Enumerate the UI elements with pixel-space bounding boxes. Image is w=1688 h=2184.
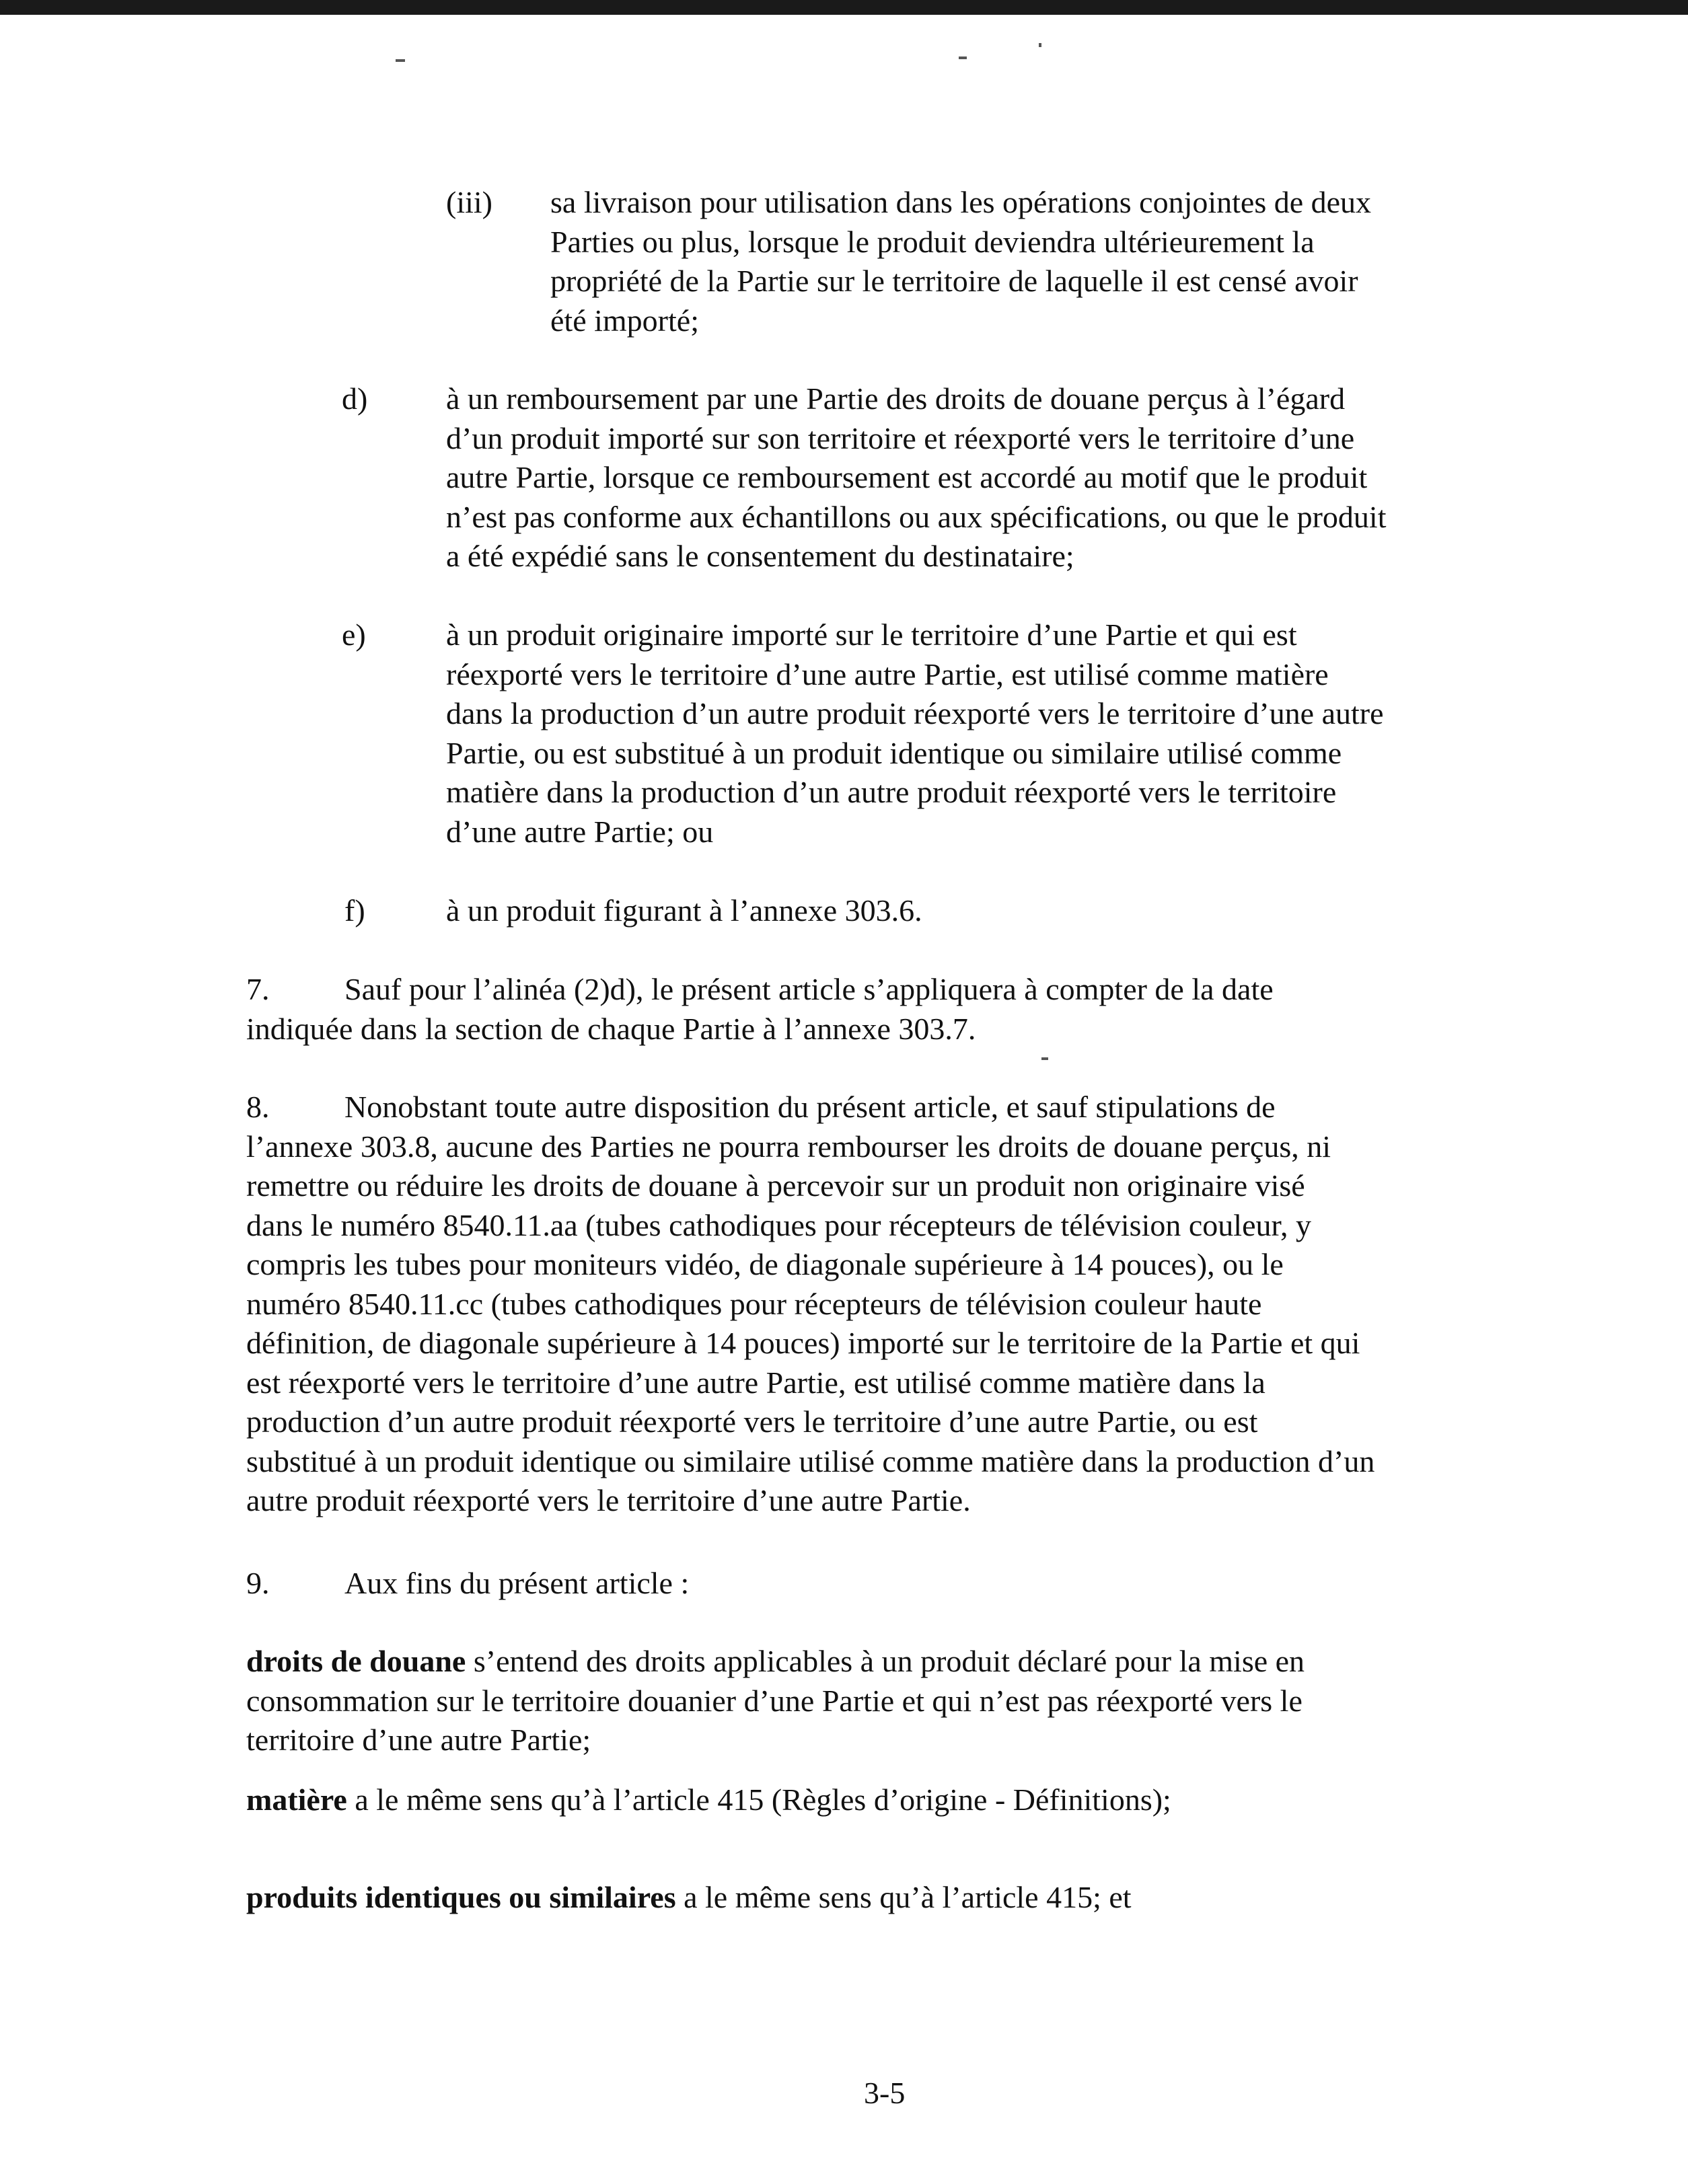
paragraph-number-9: 9. bbox=[246, 1566, 270, 1600]
item-text-iii bbox=[550, 183, 1371, 340]
scan-speck bbox=[1041, 1057, 1048, 1060]
text-line: réexporté vers le territoire d’une autre Partie, est utilisé comme matière bbox=[446, 656, 1329, 691]
item-text-f bbox=[446, 891, 922, 931]
defined-term: matière bbox=[246, 1782, 347, 1817]
text-line: est réexporté vers le territoire d’une autre Partie, est utilisé comme matière dans la bbox=[246, 1365, 1265, 1400]
text-line: remettre ou réduire les droits de douane à percevoir sur un produit non originaire visé bbox=[246, 1168, 1305, 1203]
text-line bbox=[246, 1780, 1171, 1820]
text-line: d’une autre Partie; ou bbox=[446, 814, 714, 849]
paragraph-9 bbox=[246, 1564, 689, 1604]
text-line: définition, de diagonale supérieure à 14 pouces) importé sur le territoire de la Partie et qui bbox=[246, 1326, 1360, 1360]
text-line bbox=[246, 1878, 1132, 1918]
text-line: Partie, ou est substitué à un produit identique ou similaire utilisé comme bbox=[446, 735, 1342, 770]
definition-droits-de-douane bbox=[246, 1642, 1305, 1760]
definition-matiere bbox=[246, 1780, 1171, 1820]
item-label-iii: (iii) bbox=[446, 185, 492, 219]
text-line: indiquée dans la section de chaque Partie à l’annexe 303.7. bbox=[246, 1011, 976, 1046]
text-line: consommation sur le territoire douanier d’une Partie et qui n’est pas réexporté vers le bbox=[246, 1683, 1302, 1718]
definition-text: a le même sens qu’à l’article 415 (Règles d’origine - Définitions); bbox=[346, 1782, 1171, 1817]
text-line: d’un produit importé sur son territoire et réexporté vers le territoire d’une bbox=[446, 420, 1355, 455]
text-line: compris les tubes pour moniteurs vidéo, de diagonale supérieure à 14 pouces), ou le bbox=[246, 1247, 1284, 1281]
item-text-e bbox=[446, 615, 1384, 852]
text-line: à un remboursement par une Partie des droits de douane perçus à l’égard bbox=[446, 381, 1346, 416]
text-line: à un produit figurant à l’annexe 303.6. bbox=[446, 893, 922, 928]
text-line: dans le numéro 8540.11.aa (tubes cathodiques pour récepteurs de télévision couleur, y bbox=[246, 1207, 1311, 1242]
text-line: autre produit réexporté vers le territoire d’une autre Partie. bbox=[246, 1483, 971, 1517]
scan-speck bbox=[1039, 43, 1041, 47]
paragraph-8 bbox=[246, 1088, 1374, 1521]
text-line: Sauf pour l’alinéa (2)d), le présent article s’appliquera à compter de la date bbox=[344, 972, 1274, 1006]
text-line: été importé; bbox=[550, 303, 699, 338]
text-line: Nonobstant toute autre disposition du présent article, et sauf stipulations de bbox=[344, 1090, 1276, 1124]
item-label-e: e) bbox=[342, 617, 366, 652]
paragraph-number-7: 7. bbox=[246, 972, 270, 1006]
text-line: propriété de la Partie sur le territoire de laquelle il est censé avoir bbox=[550, 264, 1358, 298]
text-line bbox=[246, 1642, 1305, 1682]
definition-text: a le même sens qu’à l’article 415; et bbox=[675, 1880, 1132, 1914]
text-line: territoire d’une autre Partie; bbox=[246, 1723, 591, 1757]
text-line: autre Partie, lorsque ce remboursement est accordé au motif que le produit bbox=[446, 460, 1368, 494]
definition-produits-identiques bbox=[246, 1878, 1132, 1918]
paragraph-7 bbox=[246, 970, 1274, 1049]
page-number: 3-5 bbox=[864, 2076, 906, 2110]
text-line: a été expédié sans le consentement du destinataire; bbox=[446, 539, 1074, 573]
item-text-d bbox=[446, 379, 1387, 576]
defined-term: produits identiques ou similaires bbox=[246, 1880, 676, 1914]
text-line: substitué à un produit identique ou similaire utilisé comme matière dans la production d’un bbox=[246, 1443, 1375, 1478]
paragraph-number-8: 8. bbox=[246, 1090, 270, 1124]
definition-text: s’entend des droits applicables à un produit déclaré pour la mise en bbox=[466, 1644, 1305, 1678]
item-label-f: f) bbox=[344, 893, 365, 928]
defined-term: droits de douane bbox=[246, 1644, 466, 1678]
text-line: numéro 8540.11.cc (tubes cathodiques pour récepteurs de télévision couleur haute bbox=[246, 1286, 1262, 1321]
scan-speck bbox=[396, 59, 405, 62]
text-line: Aux fins du présent article : bbox=[344, 1566, 690, 1600]
text-line: l’annexe 303.8, aucune des Parties ne pourra rembourser les droits de douane perçus, ni bbox=[246, 1129, 1331, 1164]
scan-top-border bbox=[0, 0, 1688, 15]
text-line: production d’un autre produit réexporté vers le territoire d’une autre Partie, ou est bbox=[246, 1404, 1258, 1439]
text-line: n’est pas conforme aux échantillons ou aux spécifications, ou que le produit bbox=[446, 499, 1387, 534]
text-line: dans la production d’un autre produit réexporté vers le territoire d’une autre bbox=[446, 696, 1384, 730]
text-line: matière dans la production d’un autre produit réexporté vers le territoire bbox=[446, 775, 1337, 809]
text-line: à un produit originaire importé sur le territoire d’une Partie et qui est bbox=[446, 617, 1297, 652]
text-line: sa livraison pour utilisation dans les opérations conjointes de deux bbox=[550, 185, 1372, 219]
text-line: Parties ou plus, lorsque le produit deviendra ultérieurement la bbox=[550, 224, 1315, 259]
scan-speck bbox=[959, 57, 967, 59]
item-label-d: d) bbox=[342, 381, 368, 416]
